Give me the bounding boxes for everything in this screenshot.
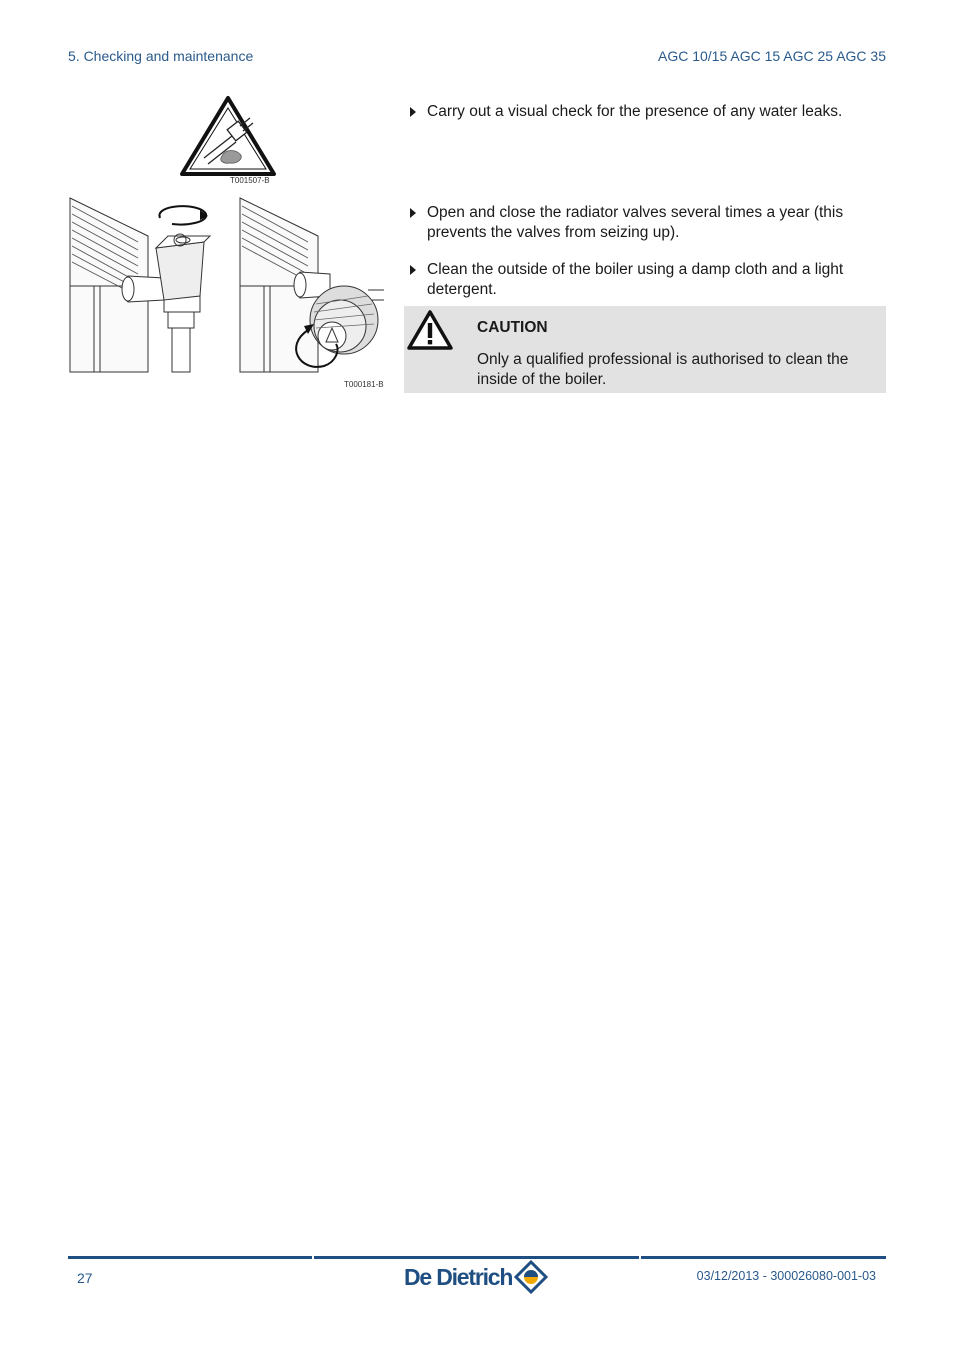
- radiator-valves-figure: [68, 196, 386, 389]
- step-text: Clean the outside of the boiler using a damp cloth and a light detergent.: [427, 261, 844, 298]
- valves-figure-code: T000181-B: [344, 380, 384, 389]
- list-item: [404, 260, 886, 299]
- bullet-arrow-icon: [410, 208, 416, 218]
- header-section: 5. Checking and maintenance: [68, 48, 254, 64]
- water-leak-warning-icon: [178, 94, 278, 178]
- caution-text: Only a qualified professional is authorised to clean the inside of the boiler.: [477, 351, 849, 388]
- footer-rule: [68, 1256, 886, 1259]
- list-item: [404, 203, 886, 242]
- caution-box: [404, 306, 886, 393]
- page-number: 27: [77, 1270, 93, 1286]
- step-text: Open and close the radiator valves several times a year (this prevents the valves from seizing up).: [427, 204, 844, 241]
- step-list-1: [404, 102, 886, 122]
- bullet-arrow-icon: [410, 107, 416, 117]
- step-text: Carry out a visual check for the presence of any water leaks.: [427, 103, 843, 120]
- warning-triangle-icon: [406, 309, 454, 351]
- header-models: AGC 10/15 AGC 15 AGC 25 AGC 35: [657, 48, 886, 64]
- list-item: [404, 102, 886, 122]
- caution-title: CAUTION: [477, 319, 548, 336]
- leak-warning-figure: [178, 94, 278, 183]
- document-reference: 03/12/2013 - 300026080-001-03: [696, 1269, 876, 1283]
- bullet-arrow-icon: [410, 265, 416, 275]
- leak-figure-code: T001507-B: [230, 176, 270, 185]
- step-list-2: [404, 203, 886, 299]
- brand-logo: [404, 1260, 548, 1294]
- brand-name: De Dietrich: [404, 1263, 513, 1290]
- brand-diamond-icon: [514, 1260, 548, 1294]
- radiator-valves-illustration: [68, 196, 386, 378]
